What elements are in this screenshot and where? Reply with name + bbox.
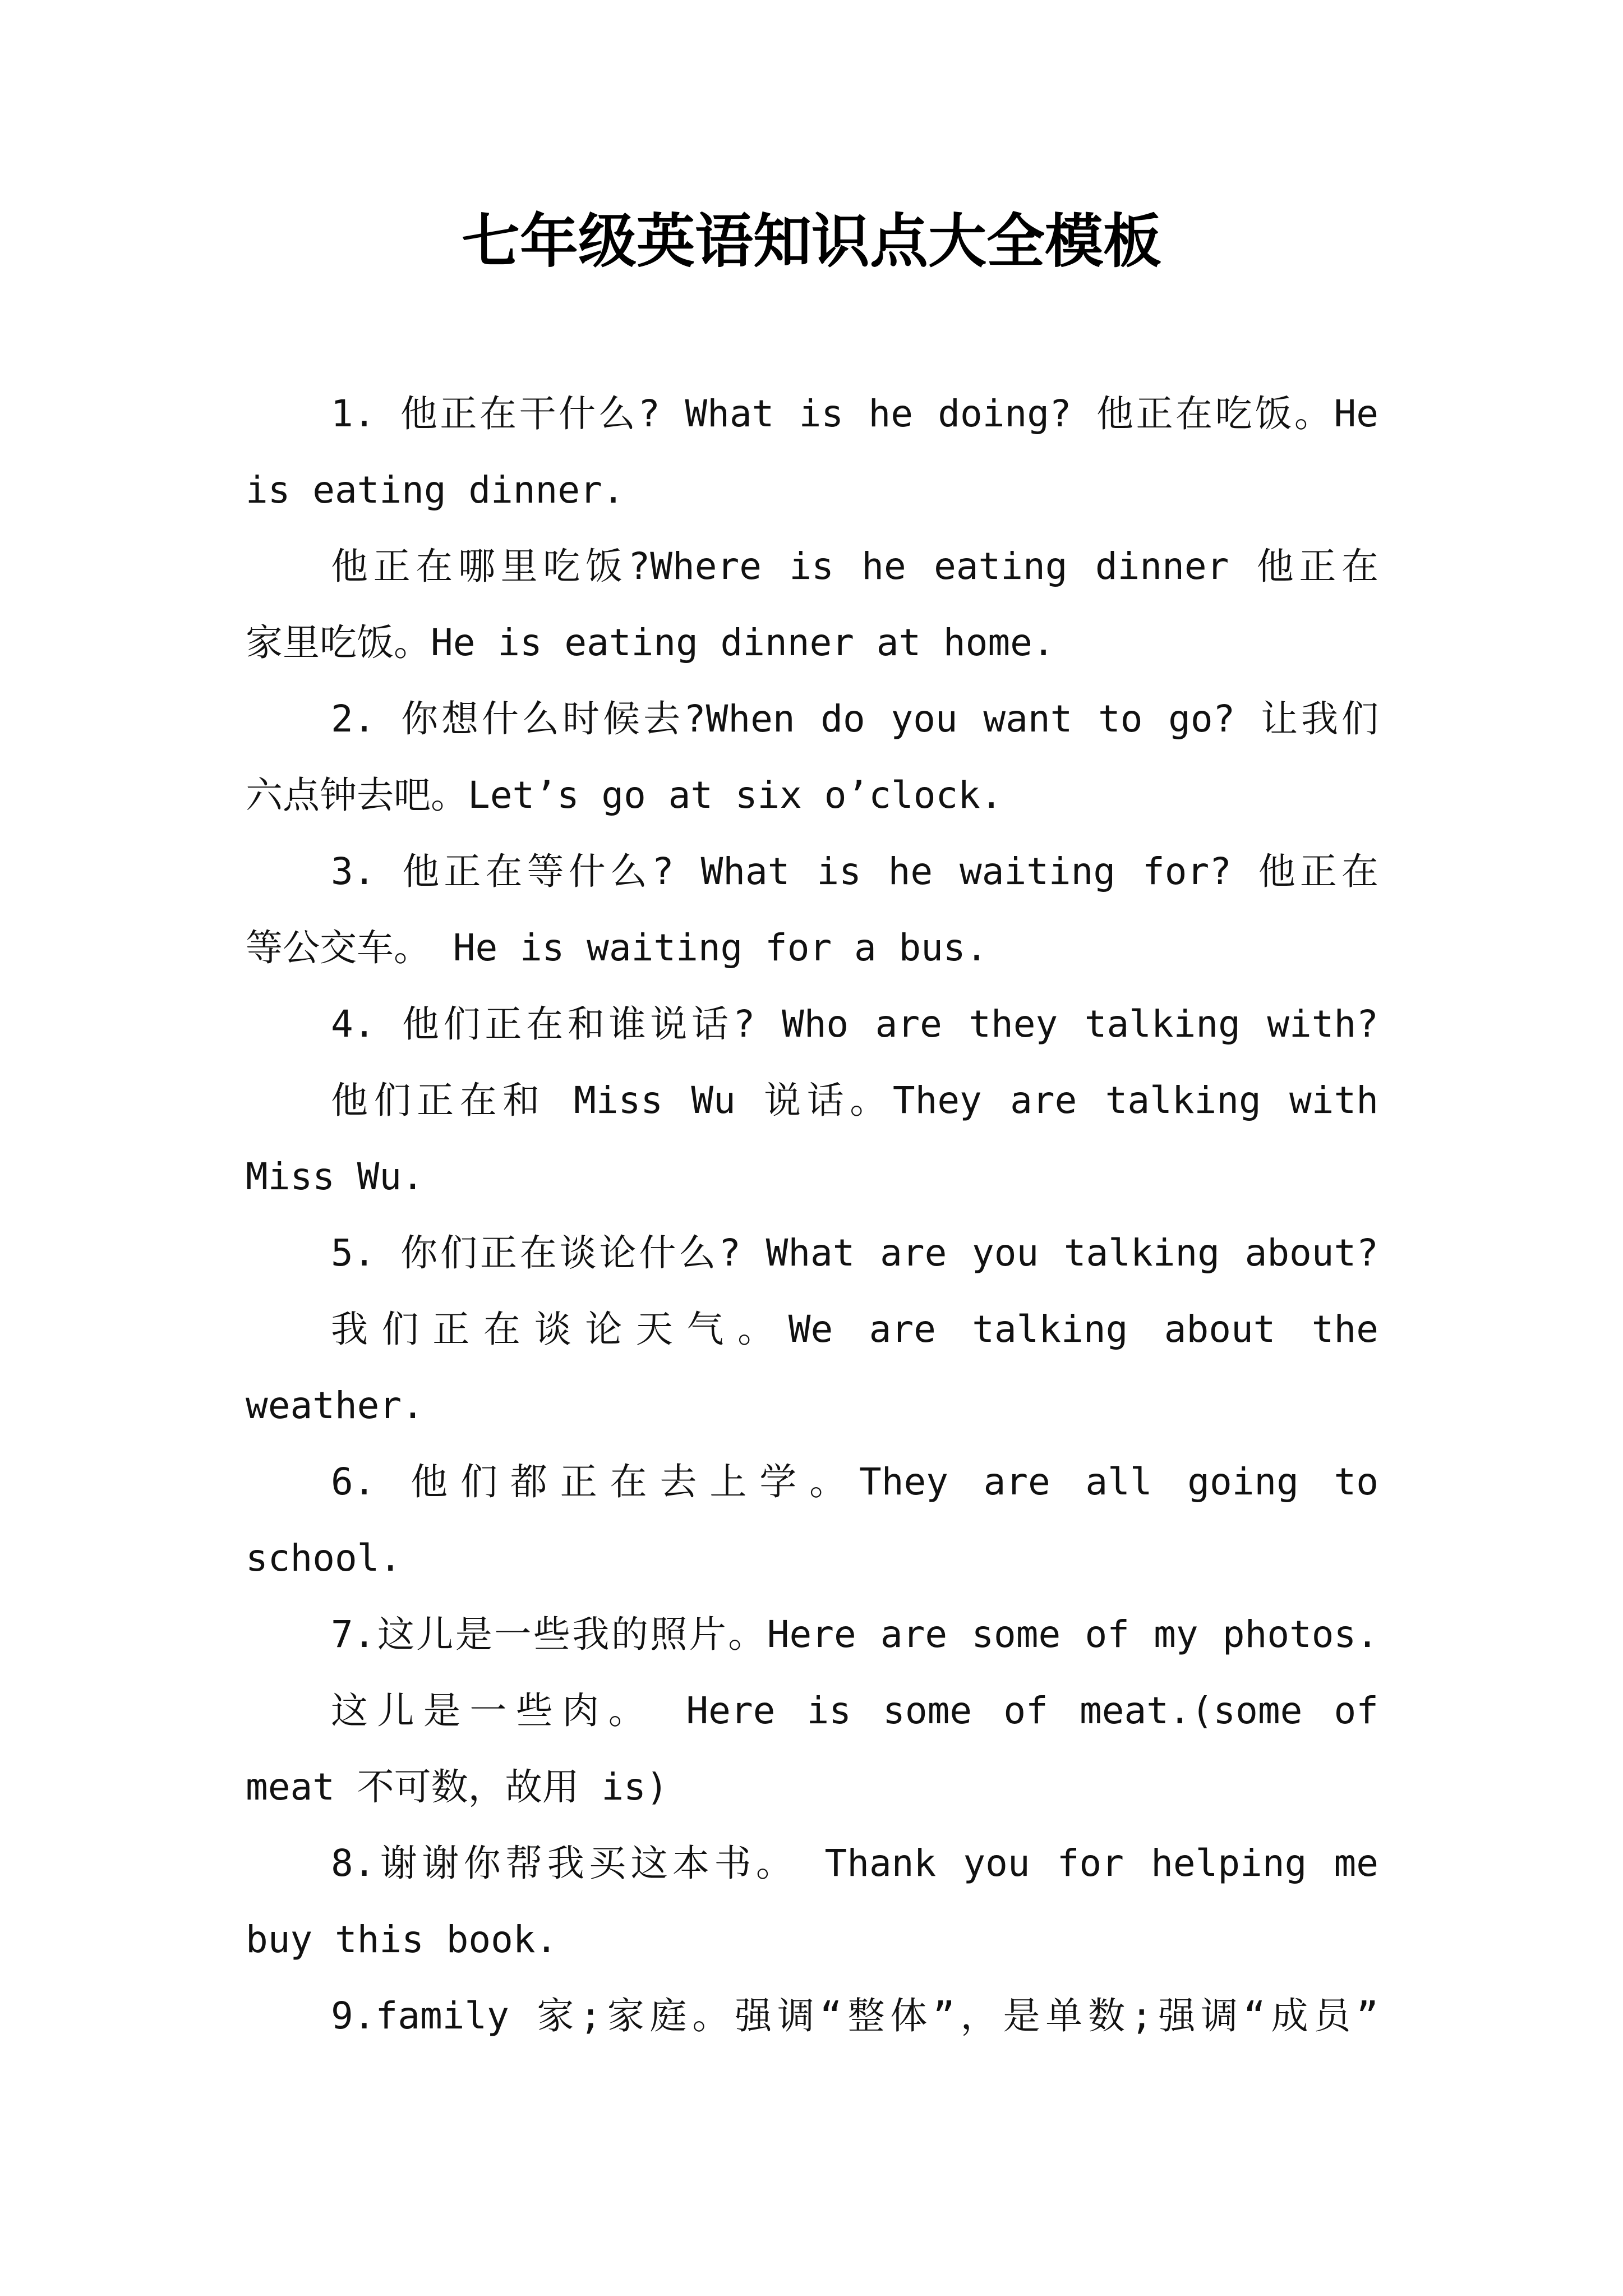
text-line: 我们正在谈论天气。We are talking about the <box>331 1308 1378 1351</box>
text-line: Miss Wu. <box>246 1155 424 1198</box>
text-line: school. <box>246 1536 402 1580</box>
text-line: 他们正在和 Miss Wu 说话。They are talking with <box>331 1079 1378 1122</box>
text-line: 他正在哪里吃饭?Where is he eating dinner 他正在 <box>331 545 1378 588</box>
text-line: 家里吃饭。He is eating dinner at home. <box>246 621 1055 664</box>
text-line: 1. 他正在干什么? What is he doing? 他正在吃饭。He <box>331 392 1378 435</box>
text-line: 7.这儿是一些我的照片。Here are some of my photos. <box>331 1613 1378 1656</box>
text-line: 6. 他们都正在去上学。They are all going to <box>331 1460 1378 1503</box>
text-line: 等公交车。 He is waiting for a bus. <box>246 926 988 969</box>
text-line: 六点钟去吧。Let’s go at six o’clock. <box>246 774 1003 817</box>
text-line: 9.family 家;家庭。强调“整体”，是单数;强调“成员” <box>331 1994 1378 2037</box>
text-line: buy this book. <box>246 1918 558 1961</box>
text-line: 2. 你想什么时候去?When do you want to go? 让我们 <box>331 697 1378 740</box>
page-title: 七年级英语知识点大全模板 <box>461 207 1161 275</box>
text-line: 3. 他正在等什么? What is he waiting for? 他正在 <box>331 850 1378 893</box>
text-line: 这儿是一些肉。 Here is some of meat.(some of <box>331 1689 1378 1732</box>
text-line: 5. 你们正在谈论什么? What are you talking about? <box>331 1231 1378 1274</box>
text-line: 4. 他们正在和谁说话? Who are they talking with? <box>331 1002 1378 1046</box>
text-line: 8.谢谢你帮我买这本书。 Thank you for helping me <box>331 1842 1378 1885</box>
text-line: meat 不可数，故用 is) <box>246 1765 668 1809</box>
text-line: weather. <box>246 1384 424 1427</box>
text-line: is eating dinner. <box>246 468 625 512</box>
